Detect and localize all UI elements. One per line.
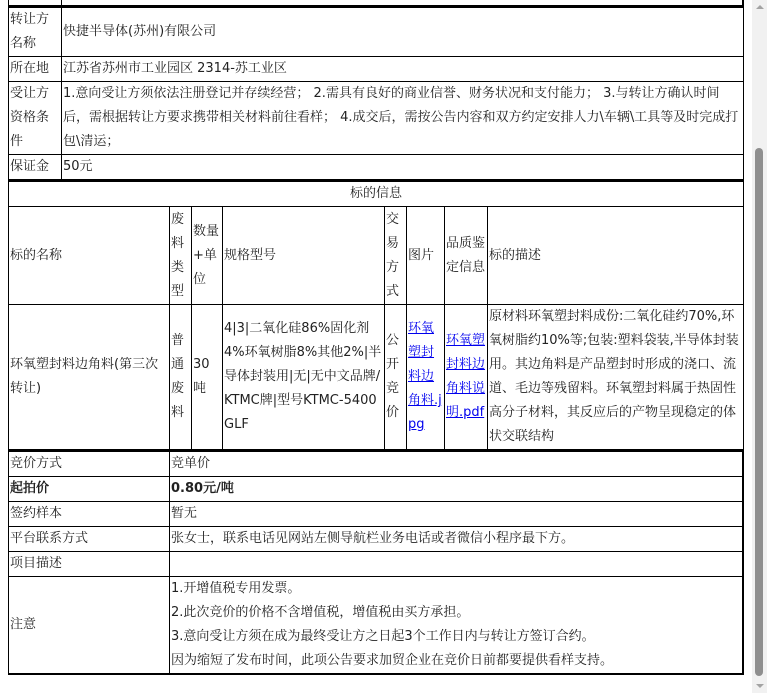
notes-row [9, 577, 744, 675]
header-waste-type: 废料类型 [170, 207, 192, 305]
lot-quantity: 30吨 [192, 305, 223, 450]
quality-file-link[interactable]: 环氧塑封料边角料说明.pdf [446, 333, 486, 420]
project-desc-label: 项目描述 [9, 552, 170, 577]
scroll-up-arrow-icon[interactable] [756, 5, 764, 9]
header-lot-name: 标的名称 [9, 207, 170, 305]
header-trade-method: 交易方式 [385, 207, 407, 305]
location-row [9, 57, 744, 82]
note-item: 因为缩短了发布时间，此项公告要求加贸企业在竞价日前都要提供看样支持。 [171, 653, 614, 668]
lot-trade-method: 公开竞价 [385, 305, 407, 450]
bid-method-label: 竞价方式 [9, 451, 170, 477]
sample-row [9, 502, 744, 527]
lot-spec: 4|3|二氧化硅86%固化剂4%环氧树脂8%其他2%|半导体封装用|无|无中文品牌/KTMC牌|型号KTMC-5400GLF [223, 305, 385, 450]
project-desc-row [9, 552, 744, 577]
header-spec: 规格型号 [223, 207, 385, 305]
deposit-row [9, 155, 744, 180]
deposit-label: 保证金 [9, 155, 62, 180]
bid-method-value: 竞单价 [170, 451, 744, 477]
transferor-table [8, 0, 744, 7]
scrollbar-thumb[interactable] [755, 148, 763, 676]
lot-quality-cell [445, 305, 488, 450]
notes-value [170, 577, 744, 675]
header-image: 图片 [407, 207, 445, 305]
note-item: 3.意向受让方须在成为最终受让方之日起3个工作日内与转让方签订合约。 [171, 629, 595, 644]
location-label: 所在地 [9, 57, 62, 82]
lot-waste-type: 普通废料 [170, 305, 192, 450]
header-description: 标的描述 [488, 207, 744, 305]
lot-description: 原材料环氧塑封料成份:二氧化硅约70%,环氧树脂约10%等;包装:塑料袋装,半导体封装用。其边角料是产品塑封时形成的浇口、流道、毛边等残留料。环氧塑封料属于热固性高分子材料，其反应后的产物呈现稳定的体状交联结构 [488, 305, 744, 450]
lot-image-cell [407, 305, 445, 450]
deposit-value: 50元 [62, 155, 744, 180]
contact-value: 张女士，联系电话见网站左侧导航栏业务电话或者微信小程序最下方。 [170, 527, 744, 552]
project-desc-value [170, 552, 744, 577]
lot-section-title-row [9, 181, 744, 207]
bidding-table [8, 450, 744, 675]
conditions-label: 受让方资格条件 [9, 82, 62, 155]
sample-value: 暂无 [170, 502, 744, 527]
lot-table [8, 180, 744, 450]
image-file-link[interactable]: 环氧塑封料边角料.jpg [408, 321, 442, 432]
transferor-info-table [8, 7, 744, 180]
start-price-row [9, 477, 744, 502]
start-price-label: 起拍价 [9, 477, 170, 502]
bid-method-row [9, 451, 744, 477]
top-partial-row [9, 0, 744, 6]
transferor-name-label: 转让方名称 [9, 8, 62, 57]
location-value: 江苏省苏州市工业园区 2314-苏工业区 [62, 57, 744, 82]
contact-row [9, 527, 744, 552]
sample-label: 签约样本 [9, 502, 170, 527]
vertical-scrollbar[interactable] [752, 0, 767, 693]
lot-header-row [9, 207, 744, 305]
conditions-value: 1.意向受让方须依法注册登记并存续经营； 2.需具有良好的商业信誉、财务状况和支付能力； 3.与转让方确认时间后，需根据转让方要求携带相关材料前往看样； 4.成交后，需按公告内容和双方约定安排人力\车辆\工具等及时完成打包\清运； [62, 82, 744, 155]
header-quality: 品质鉴定信息 [445, 207, 488, 305]
start-price-value: 0.80元/吨 [170, 477, 744, 502]
header-quantity: 数量+单位 [192, 207, 223, 305]
scroll-down-arrow-icon[interactable] [756, 684, 764, 688]
note-item: 1.开增值税专用发票。 [171, 581, 301, 596]
lot-section-title: 标的信息 [9, 181, 744, 207]
note-item: 2.此次竞价的价格不含增值税，增值税由买方承担。 [171, 605, 470, 620]
contact-label: 平台联系方式 [9, 527, 170, 552]
top-partial-cell-left [9, 0, 62, 6]
notes-label: 注意 [9, 577, 170, 675]
lot-name: 环氧塑封料边角料(第三次转让) [9, 305, 170, 450]
lot-row [9, 305, 744, 450]
top-partial-cell-right [62, 0, 744, 6]
transferor-name-value: 快捷半导体(苏州)有限公司 [62, 8, 744, 57]
conditions-row [9, 82, 744, 155]
announcement-page [8, 0, 744, 675]
transferor-name-row [9, 8, 744, 57]
